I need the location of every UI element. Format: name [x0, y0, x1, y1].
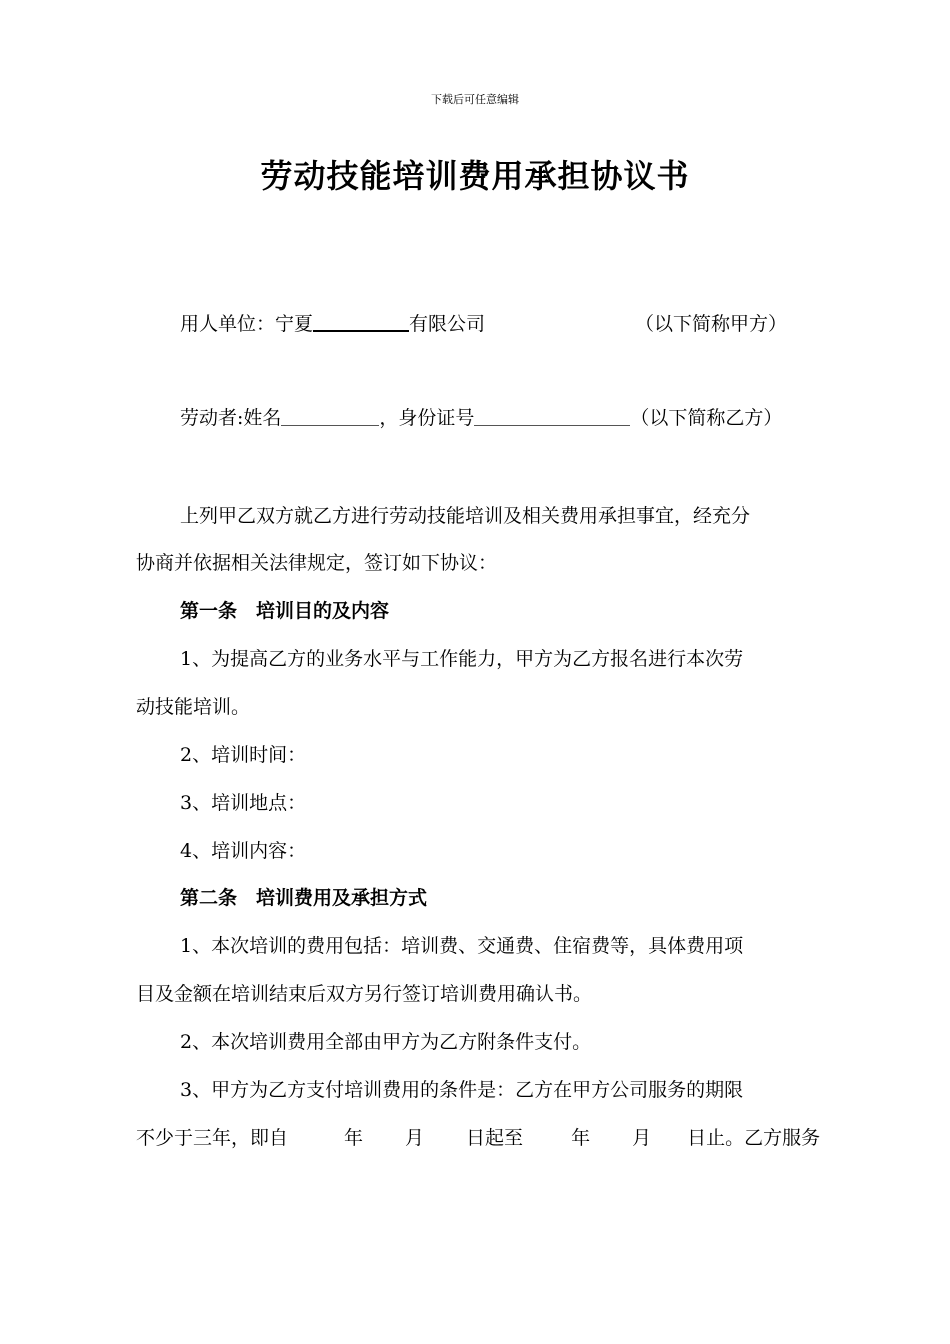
- end-day-label: 日止。乙方服务: [687, 1127, 821, 1149]
- article2-heading: 第二条 培训费用及承担方式: [180, 887, 428, 909]
- employer-label: 用人单位：宁夏: [180, 313, 314, 335]
- worker-name-field[interactable]: [281, 403, 379, 426]
- worker-id-field[interactable]: [474, 403, 630, 426]
- article2-item1-line2: 目及金额在培训结束后双方另行签订培训费用确认书。: [136, 983, 593, 1005]
- article1-item1-line2: 动技能培训。: [136, 696, 251, 718]
- article1-item3: 3、培训地点：: [180, 792, 307, 814]
- end-month-label: 月: [632, 1127, 652, 1149]
- employer-suffix: 有限公司: [409, 313, 486, 335]
- service-period-start-text: 不少于三年，即自: [136, 1127, 289, 1149]
- employer-line: [136, 308, 900, 339]
- employer-alias: （以下简称甲方）: [635, 313, 788, 335]
- worker-line: [136, 403, 900, 433]
- intro-line-1: 上列甲乙双方就乙方进行劳动技能培训及相关费用承担事宜，经充分: [180, 505, 751, 527]
- article2-item1-line1: 1、本次培训的费用包括：培训费、交通费、住宿费等，具体费用项: [180, 935, 744, 957]
- article2-item2: 2、本次培训费用全部由甲方为乙方附条件支付。: [180, 1031, 592, 1053]
- document-title: 劳动技能培训费用承担协议书: [260, 157, 690, 195]
- article1-item4: 4、培训内容：: [180, 840, 307, 862]
- article1-heading: 第一条 培训目的及内容: [180, 600, 390, 622]
- worker-id-label: ，身份证号: [379, 407, 475, 429]
- start-month-label: 月: [405, 1127, 425, 1149]
- worker-label: 劳动者:姓名: [180, 407, 282, 429]
- intro-line-2: 协商并依据相关法律规定，签订如下协议：: [136, 552, 498, 574]
- end-year-label: 年: [571, 1127, 591, 1149]
- article2-item3-line2: [136, 1123, 856, 1153]
- article1-item2: 2、培训时间：: [180, 744, 307, 766]
- article2-item3-line1: 3、甲方为乙方支付培训费用的条件是：乙方在甲方公司服务的期限: [180, 1079, 744, 1101]
- start-day-label: 日起至: [466, 1127, 524, 1149]
- employer-name-field[interactable]: [313, 308, 409, 332]
- article1-item1-line1: 1、为提高乙方的业务水平与工作能力，甲方为乙方报名进行本次劳: [180, 648, 744, 670]
- start-year-label: 年: [344, 1127, 364, 1149]
- header-note: 下载后可任意编辑: [431, 93, 519, 106]
- worker-alias: （以下简称乙方）: [630, 407, 783, 429]
